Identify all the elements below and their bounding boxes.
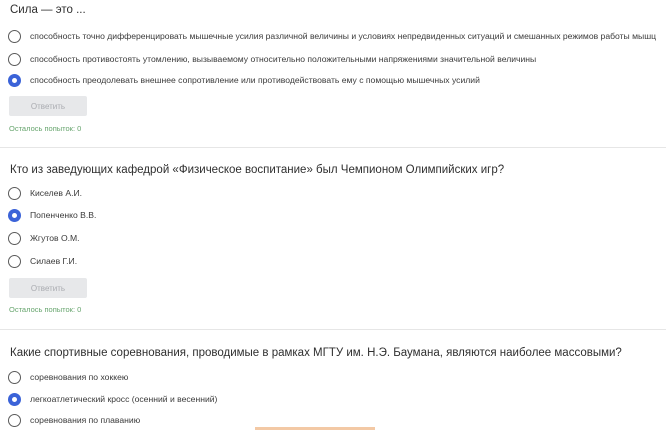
option-label: способность противостоять утомлению, вызываемому относительно положительными напряжениями значительной величины bbox=[30, 54, 537, 64]
radio-button[interactable] bbox=[8, 30, 21, 43]
answer-option[interactable] bbox=[8, 207, 96, 223]
answer-option[interactable] bbox=[8, 369, 128, 385]
option-label: Жгутов О.М. bbox=[30, 233, 80, 243]
option-label: способность точно дифференцировать мышечные усилия различной величины и условиях непредвиденных ситуаций и смешанных режимов работы мышц bbox=[30, 31, 657, 41]
question-title: Кто из заведующих кафедрой «Физическое воспитание» был Чемпионом Олимпийских игр? bbox=[10, 164, 505, 176]
answer-button[interactable]: Ответить bbox=[9, 278, 87, 298]
attempts-remaining: Осталось попыток: 0 bbox=[9, 305, 82, 314]
answer-option[interactable] bbox=[8, 72, 480, 88]
answer-option[interactable] bbox=[8, 253, 77, 269]
question-title: Сила — это ... bbox=[10, 4, 86, 16]
option-label: способность преодолевать внешнее сопротивление или противодействовать ему с помощью мышечных усилий bbox=[30, 75, 480, 85]
radio-button[interactable] bbox=[8, 414, 21, 427]
answer-option[interactable] bbox=[8, 412, 140, 428]
option-label: легкоатлетический кросс (осенний и весенний) bbox=[30, 394, 218, 404]
radio-button[interactable] bbox=[8, 255, 21, 268]
answer-option[interactable] bbox=[8, 391, 217, 407]
answer-option[interactable] bbox=[8, 185, 82, 201]
option-label: соревнования по хоккею bbox=[30, 372, 129, 382]
answer-button[interactable]: Ответить bbox=[9, 96, 87, 116]
answer-option[interactable] bbox=[8, 230, 80, 246]
divider bbox=[0, 147, 666, 148]
answer-option[interactable] bbox=[8, 28, 656, 44]
radio-button-selected[interactable] bbox=[8, 393, 21, 406]
attempts-remaining: Осталось попыток: 0 bbox=[9, 124, 82, 133]
option-label: Силаев Г.И. bbox=[30, 256, 78, 266]
option-label: Киселев А.И. bbox=[30, 188, 83, 198]
option-label: соревнования по плаванию bbox=[30, 415, 141, 425]
divider bbox=[0, 329, 666, 330]
radio-button[interactable] bbox=[8, 187, 21, 200]
radio-button[interactable] bbox=[8, 371, 21, 384]
answer-option[interactable] bbox=[8, 51, 536, 67]
question-title: Какие спортивные соревнования, проводимые в рамках МГТУ им. Н.Э. Баумана, являются наиболее массовыми? bbox=[10, 347, 622, 359]
radio-button[interactable] bbox=[8, 53, 21, 66]
radio-button-selected[interactable] bbox=[8, 209, 21, 222]
radio-button-selected[interactable] bbox=[8, 74, 21, 87]
radio-button[interactable] bbox=[8, 232, 21, 245]
option-label: Попенченко В.В. bbox=[30, 210, 97, 220]
